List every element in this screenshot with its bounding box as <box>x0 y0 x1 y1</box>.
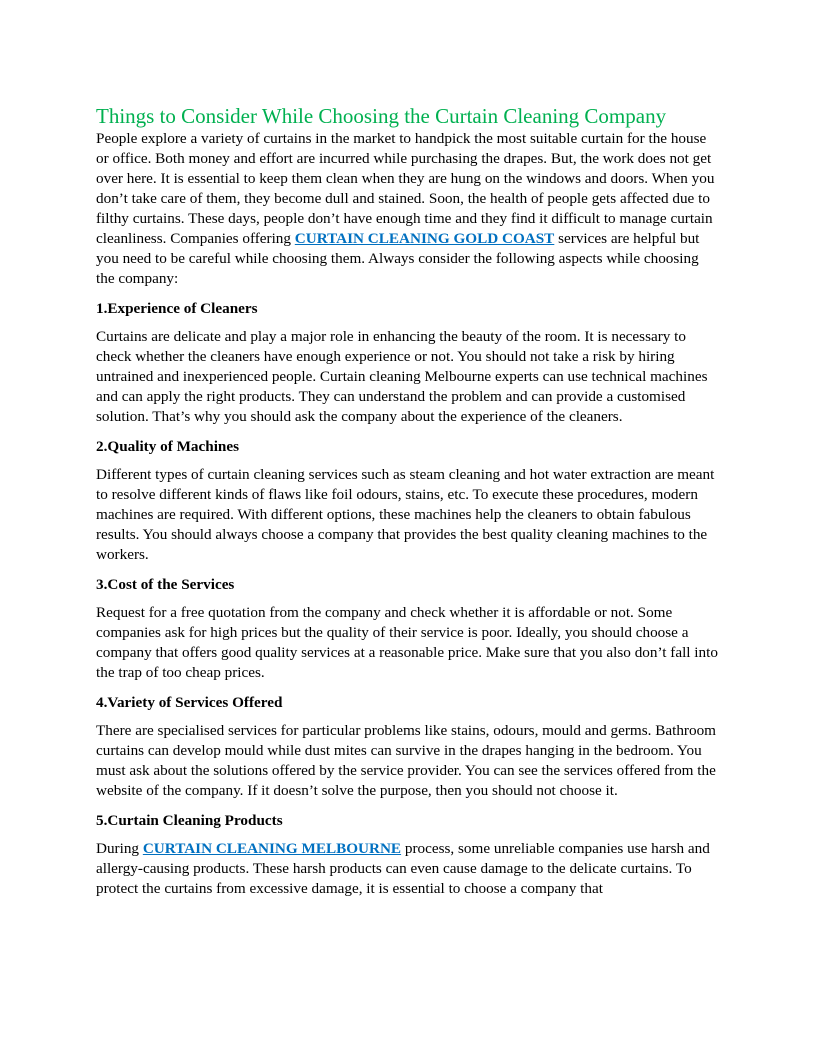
section-heading-experience: 1.Experience of Cleaners <box>96 300 258 317</box>
section-body-experience: Curtains are delicate and play a major role in enhancing the beauty of the room. It is necessary to check whether the cleaners have enough experience or not. You should not take a risk by hiring untrained and inexperienced people. Curtain cleaning Melbourne experts can use technical machines and can apply the right products. They can understand the problem and can provide a customised solution. That’s why you should ask the company about the experience of the cleaners. <box>96 328 708 425</box>
intro-paragraph <box>96 129 720 289</box>
intro-text-after-link: services are helpful but you need to be careful while choosing them. Always consider the following aspects while choosing the company: <box>96 230 700 287</box>
section-body-cost: Request for a free quotation from the company and check whether it is affordable or not. Some companies ask for high prices but the quality of their service is poor. Ideally, you should choose a company that offers good quality services at a reasonable price. Make sure that you also don’t fall into the trap of too cheap prices. <box>96 604 718 681</box>
products-text-after-link: process, some unreliable companies use harsh and allergy-causing products. These harsh products can even cause damage to the delicate curtains. To protect the curtains from excessive damage, it is essential to choose a company that <box>96 840 710 897</box>
section-body-machines: Different types of curtain cleaning services such as steam cleaning and hot water extraction are meant to resolve different kinds of flaws like foil odours, stains, etc. To execute these procedures, modern machines are required. With different options, these machines help the cleaners to obtain fabulous results. You should always choose a company that provides the best quality cleaning machines to the workers. <box>96 466 715 563</box>
section-heading-variety: 4.Variety of Services Offered <box>96 694 283 711</box>
section-heading-products: 5.Curtain Cleaning Products <box>96 812 283 829</box>
document-title: Things to Consider While Choosing the Curtain Cleaning Company <box>96 104 667 128</box>
products-text-before-link: During <box>96 840 143 857</box>
section-body-variety: There are specialised services for particular problems like stains, odours, mould and germs. Bathroom curtains can develop mould while dust mites can survive in the drapes hanging in the bedroom. You must ask about the solutions offered by the service provider. You can see the services offered from the website of the company. If it doesn’t solve the purpose, then you should not choose it. <box>96 722 716 799</box>
section-heading-cost: 3.Cost of the Services <box>96 576 235 593</box>
intro-text-before-link: People explore a variety of curtains in the market to handpick the most suitable curtain for the house or office. Both money and effort are incurred while purchasing the drapes. But, the work does not get over here. It is essential to keep them clean when they are hung on the windows and doors. When you don’t take care of them, they become dull and stained. Soon, the health of people gets affected due to filthy curtains. These days, people don’t have enough time and they find it difficult to manage curtain cleanliness. Companies offering <box>96 130 715 247</box>
section-heading-machines: 2.Quality of Machines <box>96 438 240 455</box>
document-page <box>96 104 720 899</box>
curtain-cleaning-melbourne-link[interactable]: CURTAIN CLEANING MELBOURNE <box>142 840 402 857</box>
curtain-cleaning-gold-coast-link[interactable]: CURTAIN CLEANING GOLD COAST <box>294 230 555 247</box>
section-body-products <box>96 839 720 899</box>
